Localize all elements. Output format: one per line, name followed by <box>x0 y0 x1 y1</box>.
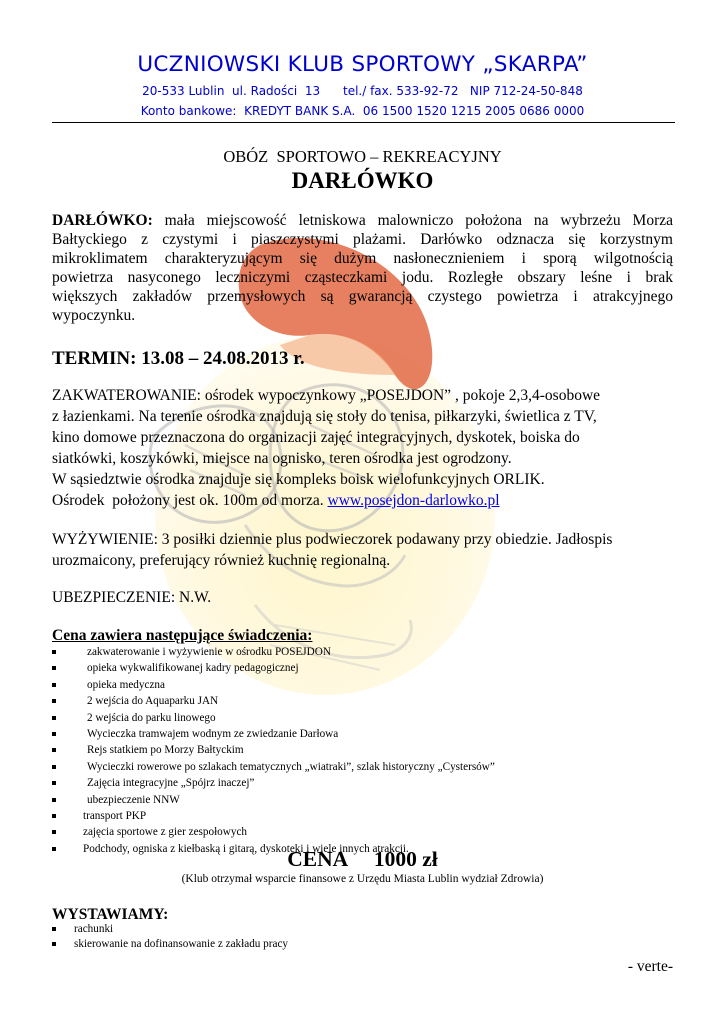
club-address: 20-533 Lublin ul. Radości 13 tel./ fax. 533-92-72 NIP 712-24-50-848 <box>142 84 583 98</box>
bullet-icon <box>52 781 56 785</box>
intro-line-1 <box>52 211 673 230</box>
documents-heading: WYSTAWIAMY: <box>52 906 169 923</box>
list-item: Wycieczki rowerowe po szlakach tematycznych „wiatraki”, szlak historyczny „Cystersów” <box>52 759 672 775</box>
accommodation-line-4: siatkówki, koszykówki, miejsce na ognisko, teren ośrodka jest ogrodzony. <box>52 450 512 467</box>
bullet-icon <box>52 699 56 703</box>
funding-note: (Klub otrzymał wsparcie finansowe z Urzędu Miasta Lublin wydział Zdrowia) <box>181 873 544 885</box>
list-item: Rejs statkiem po Morzy Bałtyckim <box>52 742 672 758</box>
list-item: Podchody, ogniska z kiełbaską i gitarą, dyskoteki i wiele innych atrakcji. <box>52 841 672 857</box>
camp-dates: TERMIN: 13.08 – 24.08.2013 r. <box>52 348 305 369</box>
insurance-line: UBEZPIECZENIE: N.W. <box>52 589 212 606</box>
intro-line-1-text: mała miejscowość letniskowa malowniczo położona na wybrzeżu Morza <box>152 212 673 229</box>
list-item: opieka medyczna <box>52 677 672 693</box>
header-divider <box>52 122 675 123</box>
intro-line-2: Bałtyckiego z czystymi i piaszczystymi plażami. Darłówko odznacza się korzystnym <box>52 231 673 248</box>
bullet-icon <box>52 942 56 946</box>
intro-paragraph <box>52 211 673 325</box>
bullet-icon <box>52 683 56 687</box>
price-includes-heading: Cena zawiera następujące świadczenia: <box>52 627 313 644</box>
bullet-icon <box>52 716 56 720</box>
intro-line-3: mikroklimatem charakteryzującym się dużym nasłonecznieniem i sporą wilgotnością <box>52 250 673 267</box>
bullet-icon <box>52 927 56 931</box>
bullet-icon <box>52 798 56 802</box>
bullet-icon <box>52 748 56 752</box>
intro-line-4: powietrza nasyconego leczniczymi cząsteczkami jodu. Rozległe obszary leśne i brak <box>52 269 673 286</box>
list-item: rachunki <box>52 922 672 937</box>
list-item: ubezpieczenie NNW <box>52 792 672 808</box>
list-item: Wycieczka tramwajem wodnym ze zwiedzanie Darłowa <box>52 726 672 742</box>
accommodation-line-6 <box>52 490 673 511</box>
list-item: opieka wykwalifikowanej kadry pedagogicznej <box>52 660 672 676</box>
list-item: 2 wejścia do Aquaparku JAN <box>52 693 672 709</box>
price-includes-list <box>52 644 672 857</box>
meals-paragraph <box>52 529 673 571</box>
camp-subtitle: OBÓZ SPORTOWO – REKREACYJNY <box>223 147 502 166</box>
club-name: UCZNIOWSKI KLUB SPORTOWY „SKARPA” <box>137 52 588 77</box>
bullet-icon <box>52 650 56 654</box>
list-item: Zajęcia integracyjne „Spójrz inaczej” <box>52 775 672 791</box>
intro-line-5: większych zakładów przemysłowych są gwarancją czystego powietrza i atrakcyjnego <box>52 288 673 305</box>
list-item: 2 wejścia do parku linowego <box>52 710 672 726</box>
accommodation-paragraph <box>52 385 673 511</box>
list-item: skierowanie na dofinansowanie z zakładu pracy <box>52 937 672 952</box>
accommodation-distance: Ośrodek położony jest ok. 100m od morza. <box>52 492 328 509</box>
verte-note: - verte- <box>627 958 673 975</box>
bullet-icon <box>52 732 56 736</box>
list-item: zakwaterowanie i wyżywienie w ośrodku POSEJDON <box>52 644 672 660</box>
list-item: transport PKP <box>52 808 672 824</box>
accommodation-line-2: z łazienkami. Na terenie ośrodka znajdują się stoły do tenisa, piłkarzyki, świetlica z TV, <box>52 408 597 425</box>
posejdon-website-link[interactable]: www.posejdon-darlowko.pl <box>327 492 500 509</box>
documents-list <box>52 922 672 952</box>
intro-line-6: wypoczynku. <box>52 307 136 324</box>
camp-title: DARŁÓWKO <box>291 168 434 193</box>
list-item: zajęcia sportowe z gier zespołowych <box>52 824 672 840</box>
accommodation-line-1: ZAKWATEROWANIE: ośrodek wypoczynkowy „POSEJDON” , pokoje 2,3,4-osobowe <box>52 387 601 404</box>
intro-label: DARŁÓWKO: <box>52 212 153 229</box>
bullet-icon <box>52 765 56 769</box>
camp-price: CENA 1000 zł <box>287 847 438 871</box>
accommodation-line-5: W sąsiedztwie ośrodka znajduje się kompleks boisk wielofunkcyjnych ORLIK. <box>52 471 545 488</box>
accommodation-line-3: kino domowe przeznaczona do organizacji zajęć integracyjnych, dyskotek, boiska do <box>52 429 580 446</box>
meals-line-2: urozmaicony, preferujący również kuchnię regionalną. <box>52 552 391 569</box>
bullet-icon <box>52 814 56 818</box>
bullet-icon <box>52 830 56 834</box>
bullet-icon <box>52 666 56 670</box>
club-bank-account: Konto bankowe: KREDYT BANK S.A. 06 1500 1520 1215 2005 0686 0000 <box>140 104 585 118</box>
meals-line-1: WYŻYWIENIE: 3 posiłki dziennie plus podwieczorek podawany przy obiedzie. Jadłospis <box>52 531 613 548</box>
